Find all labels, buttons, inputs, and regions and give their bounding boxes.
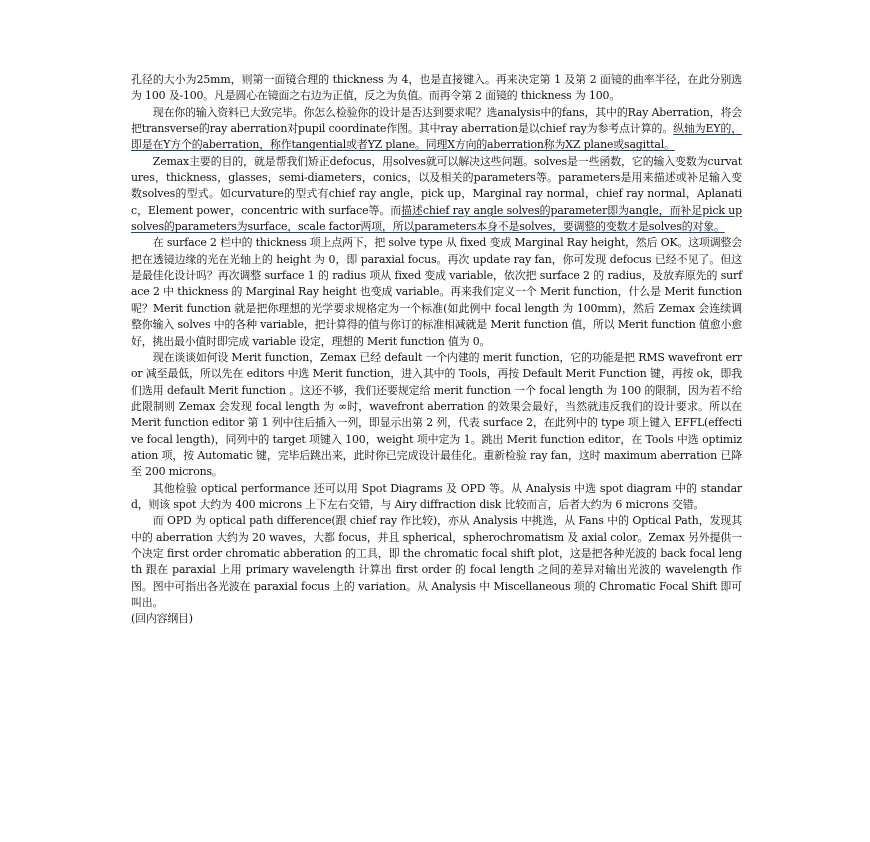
paragraph-1 — [131, 72, 742, 105]
p2-text: 现在你的输入资料已大致完毕。你怎么检验你的设计是否达到要求呢？选analysis中的fans，其中的Ray Aberration，将会把transverse的ray aberration对pupil coordinate作图。其中ray aberration是以chief ray为参考点计算的。 — [131, 105, 742, 136]
p7-text: 而 OPD 为 optical path difference(跟 chief ray 作比较)，亦从 Analysis 中挑选，从 Fans 中的 Optical Path，发现其中的 aberration 大约为 20 waves，大都 focus，并且 spherical，spherochromatism 及 axial color。Zemax 另外提供一个决定 first order chromatic abberation 的工具，即 the chromatic focal shift plot，这是把各种光波的 back focal length 跟在 paraxial 上用 primary wavelength 计算出 first order 的 focal length 之间的差异对输出光波的 wavelength 作图。图中可指出各光波在 paraxial focus 上的 variation。从 Analysis 中 Miscellaneous 项的 Chromatic Focal Shift 即可叫出。 — [131, 514, 742, 609]
p5-text: 现在谈谈如何设 Merit function，Zemax 已经 default 一个内建的 merit function，它的功能是把 RMS wavefront error 减至最低，所以先在 editors 中选 Merit function，进入其中的 Tools，再按 Default Merit Function 键，再按 ok，即我们选用 default Merit function 。这还不够，我们还要规定给 merit function 一个 focal length 为 100 的限制，因为若不给此限制则 Zemax 会发现 focal length 为 ∞时，wavefront aberration 的效果会最好，当然就违反我们的设计要求。所以在 Merit function editor 第 1 列中往后插入一列，即显示出第 2 列，代表 surface 2，在此列中的 type 项上键入 EFFL(effective focal length)，同列中的 target 项键入 100，weight 项中定为 1。跳出 Merit function editor，在 Tools 中选 optimization 项，按 Automatic 键，完毕后跳出来，此时你已完成设计最佳化。重新检验 ray fan，这时 maximum aberration 已降至 200 microns。 — [131, 350, 742, 479]
paragraph-7 — [131, 513, 742, 611]
back-link-label[interactable]: (回内容纲目) — [131, 612, 193, 626]
p3-underlined-text: 描述chief ray angle solves的parameter即为angle，而补足pick up solves的parameters为surface，scale factor两项，所以parameters本身不是solves，要调整的变数才是solves的对象。 — [131, 203, 742, 234]
p2-underlined-text: 纵轴为EY的，即是在Y方个的aberration，称作tangential或者YZ plane。同理X方向的aberration称为XZ plane或sagittal。 — [131, 122, 742, 152]
paragraph-2 — [131, 105, 742, 154]
paragraph-3 — [131, 154, 742, 236]
p1-text: 孔径的大小为25mm，则第一面镜合理的 thickness 为 4，也是直接键入。再来决定第 1 及第 2 面镜的曲率半径，在此分别选为 100 及-100。凡是圆心在镜面之右边为正值，反之为负值。而再令第 2 面镜的 thickness 为 100。 — [131, 73, 742, 103]
p6-text: 其他检验 optical performance 还可以用 Spot Diagrams 及 OPD 等。从 Analysis 中选 spot diagram 中的 standard，则该 spot 大约为 400 microns 上下左右交错，与 Airy diffraction disk 比较而言，后者大约为 6 microns 交错。 — [131, 481, 742, 511]
p4-text: 在 surface 2 栏中的 thickness 项上点两下，把 solve type 从 fixed 变成 Marginal Ray height，然后 OK。这项调整会把在透镜边缘的光在光轴上的 height 为 0，即 paraxial focus。再次 update ray fan，你可发现 defocus 已经不见了。但这是最佳化设计吗？再次调整 surface 1 的 radius 项从 fixed 变成 variable，依次把 surface 2 的 radius，及放弃原先的 surface 2 中 thickness 的 Marginal Ray height 也变成 variable。再来我们定义一个 Merit function，什么是 Merit function 呢？Merit function 就是把你理想的光学要求规格定为一个标准(如此例中 focal length 为 100mm)，然后 Zemax 会连续调整你输入 solves 中的各种 variable，把计算得的值与你订的标准相减就是 Merit function 值，所以 Merit function 值愈小愈好，挑出最小值时即完成 variable 设定，理想的 Merit function 值为 0。 — [131, 236, 742, 348]
p3-text: Zemax主要的目的，就是帮我们矫正defocus，用solves就可以解决这些问题。solves是一些函数，它的输入变数为curvatures，thickness，glasses，semi-diameters，conics，以及相关的parameters等。parameters是用来描述或补足输入变数solves的型式。如curvature的型式有chief ray angle，pick up，Marginal ray normal，chief ray normal，Aplanatic，Element power，concentric with surface等。而 — [131, 154, 742, 217]
paragraph-6 — [131, 481, 742, 514]
back-to-contents-link[interactable] — [131, 611, 742, 627]
paragraph-5 — [131, 350, 742, 481]
paragraph-4 — [131, 235, 742, 349]
